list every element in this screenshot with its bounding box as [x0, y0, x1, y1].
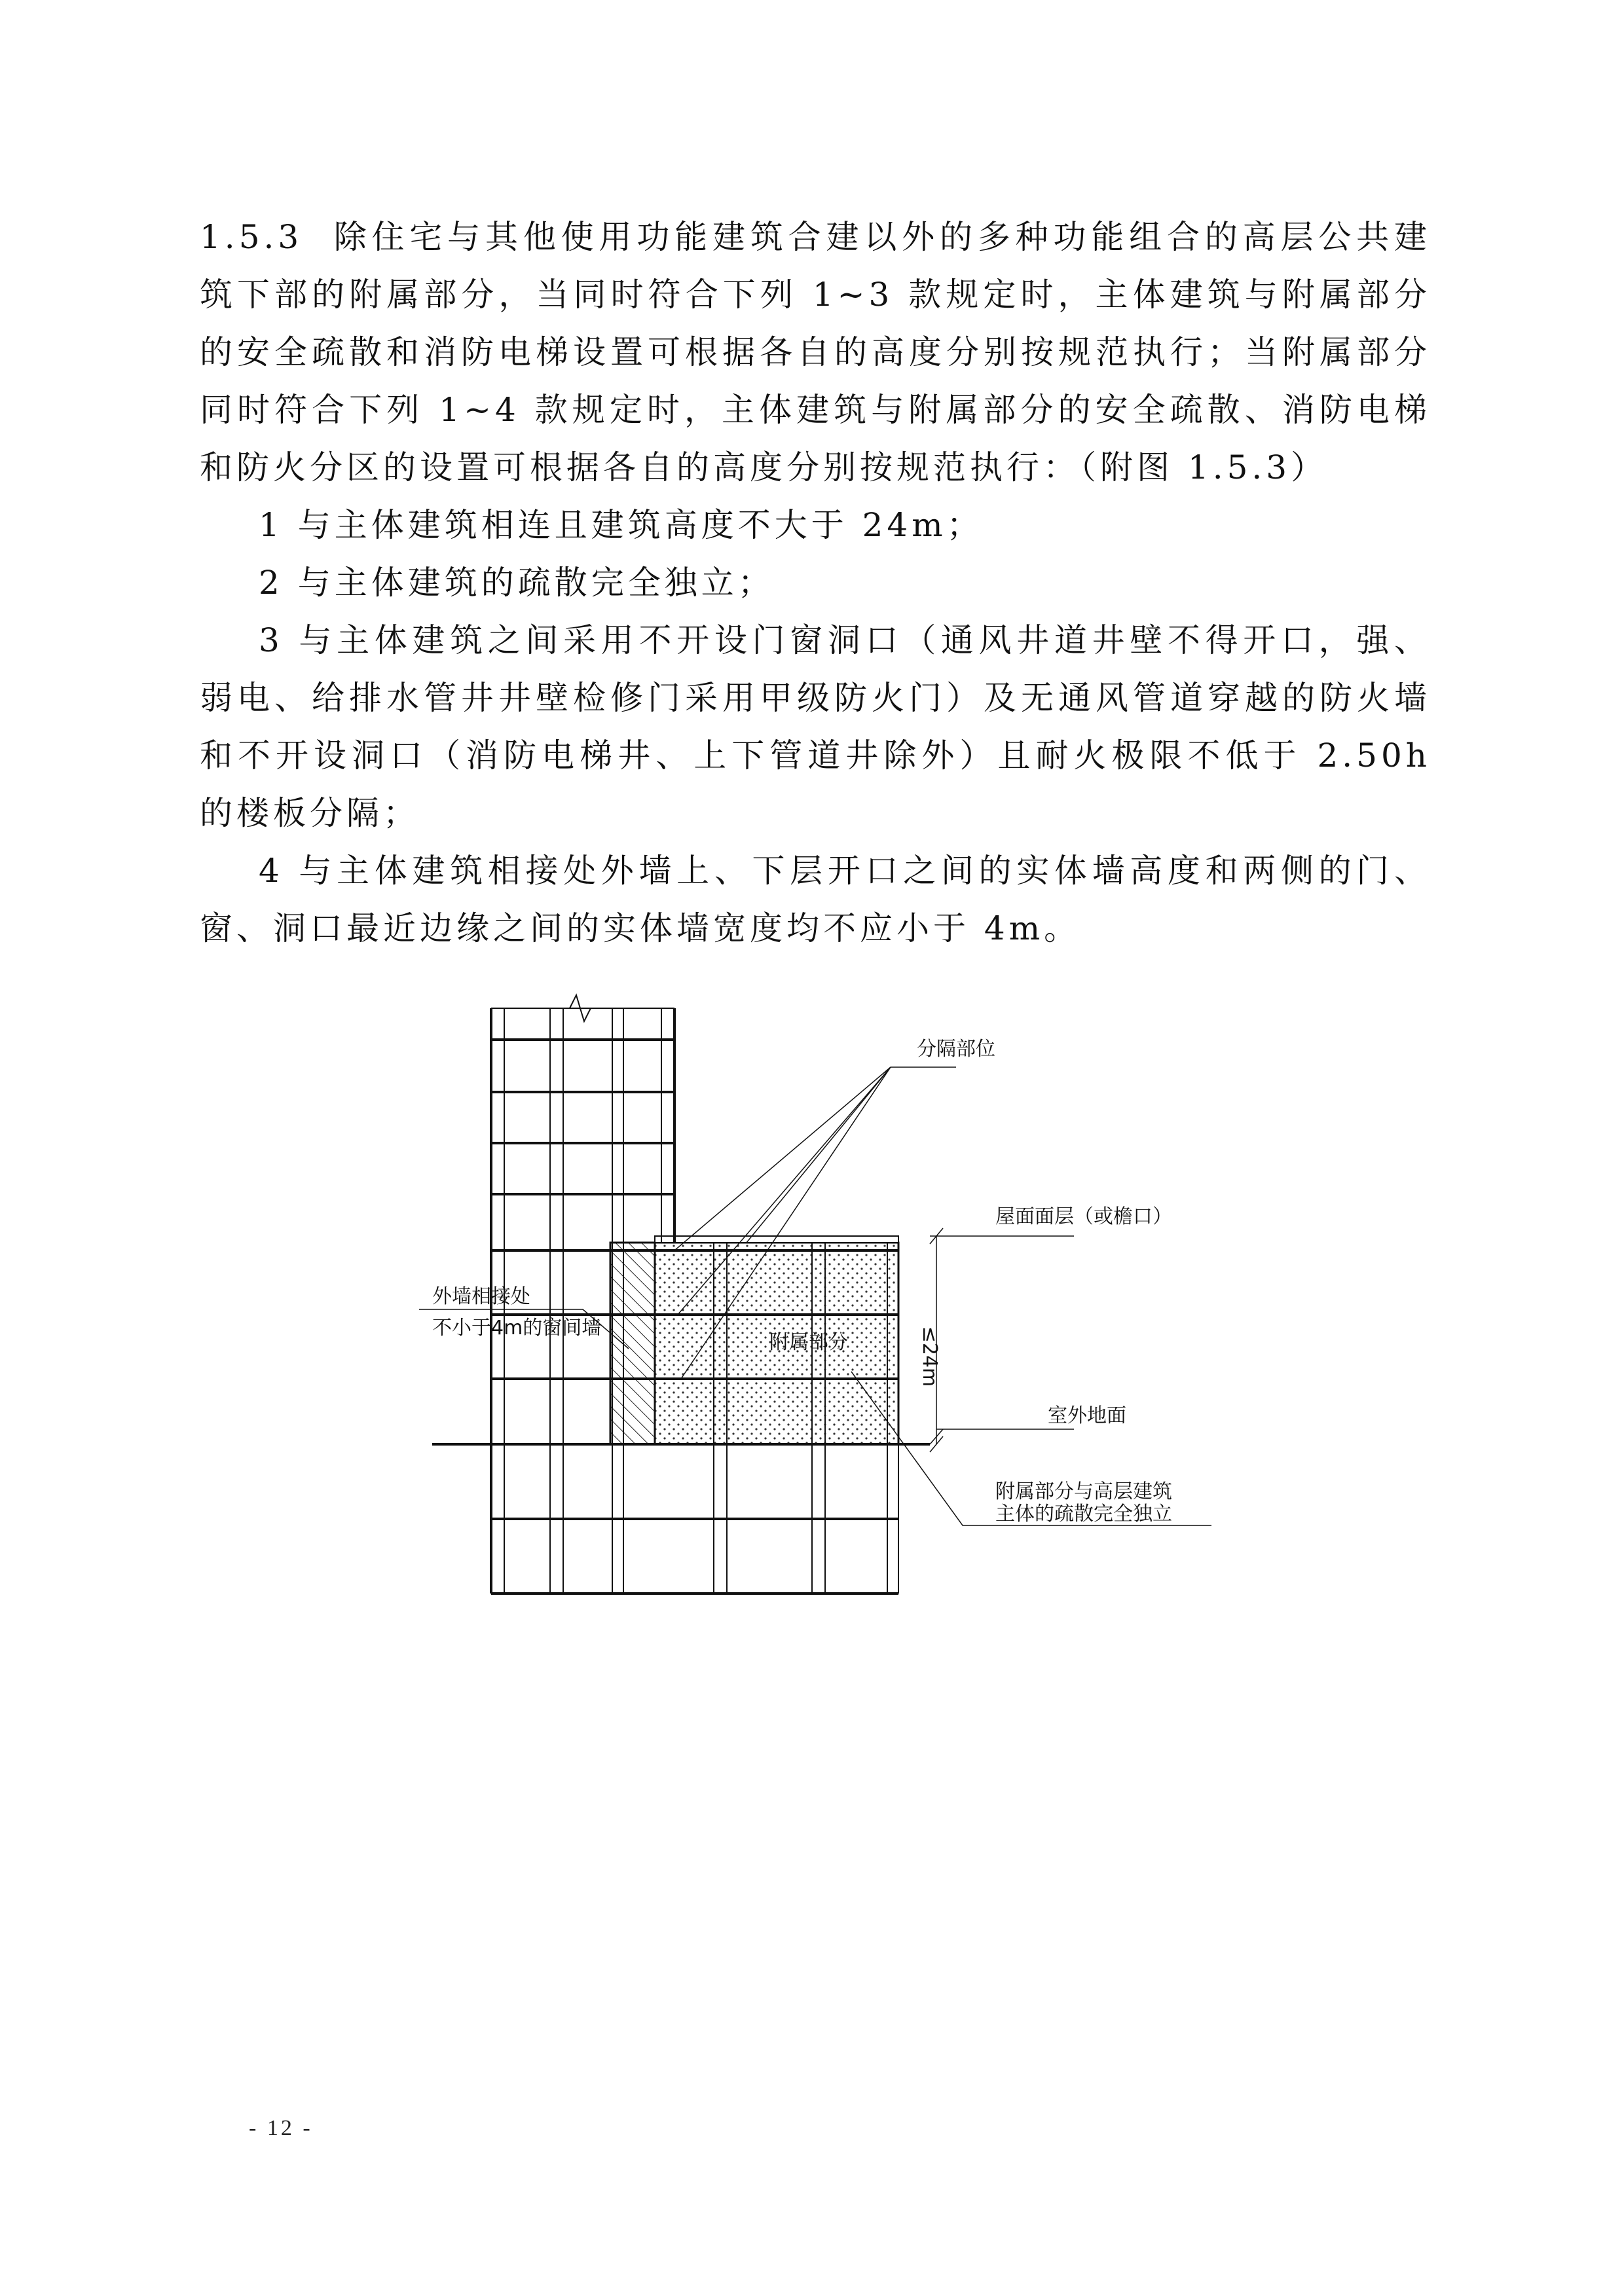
label-annex: 附属部分	[769, 1331, 848, 1354]
clause-item-1: 1 与主体建筑相连且建筑高度不大于 24m；	[259, 506, 984, 544]
label-outer-wall-2: 不小于4m的窗间墙	[432, 1317, 602, 1339]
building-section-diagram	[419, 982, 1218, 1597]
clause-item-3: 3 与主体建筑之间采用不开设门窗洞口（通风井道井壁不得开口，强、弱电、给排水管井井壁检修门采用甲级防火门）及无通风管道穿越的防火墙和不开设洞口（消防电梯井、上下管道井除外）且耐火极限不低于 2.50h 的楼板分隔；	[200, 621, 1431, 832]
label-height: ≤24m	[918, 1326, 941, 1387]
label-note-1: 附属部分与高层建筑	[995, 1480, 1172, 1503]
clause-intro-text: 除住宅与其他使用功能建筑合建以外的多种功能组合的高层公共建筑下部的附属部分，当同时符合下列 1~3 款规定时，主体建筑与附属部分的安全疏散和消防电梯设置可根据各自的高度分别按规范执行；当附属部分同时符合下列 1~4 款规定时，主体建筑与附属部分的安全疏散、消防电梯和防火分区的设置可根据各自的高度分别按规范执行：（附图 1.5.3）	[200, 218, 1431, 486]
clause-number: 1.5.3	[200, 218, 303, 256]
label-partition: 分隔部位	[917, 1038, 995, 1061]
label-note-2: 主体的疏散完全独立	[995, 1503, 1172, 1525]
window-wall-hatch	[610, 1243, 655, 1444]
clause-body	[200, 208, 1431, 957]
figure-1-5-3	[419, 982, 1218, 1597]
clause-item-2: 2 与主体建筑的疏散完全独立；	[259, 564, 775, 602]
label-roof: 屋面面层（或檐口）	[995, 1205, 1172, 1228]
clause-intro	[200, 208, 1431, 496]
label-outer-wall-1: 外墙相接处	[432, 1285, 530, 1308]
page-number: - 12 -	[249, 2116, 313, 2140]
label-ground: 室外地面	[1048, 1404, 1126, 1427]
clause-item-4: 4 与主体建筑相接处外墙上、下层开口之间的实体墙高度和两侧的门、窗、洞口最近边缘之间的实体墙宽度均不应小于 4m。	[200, 852, 1431, 947]
